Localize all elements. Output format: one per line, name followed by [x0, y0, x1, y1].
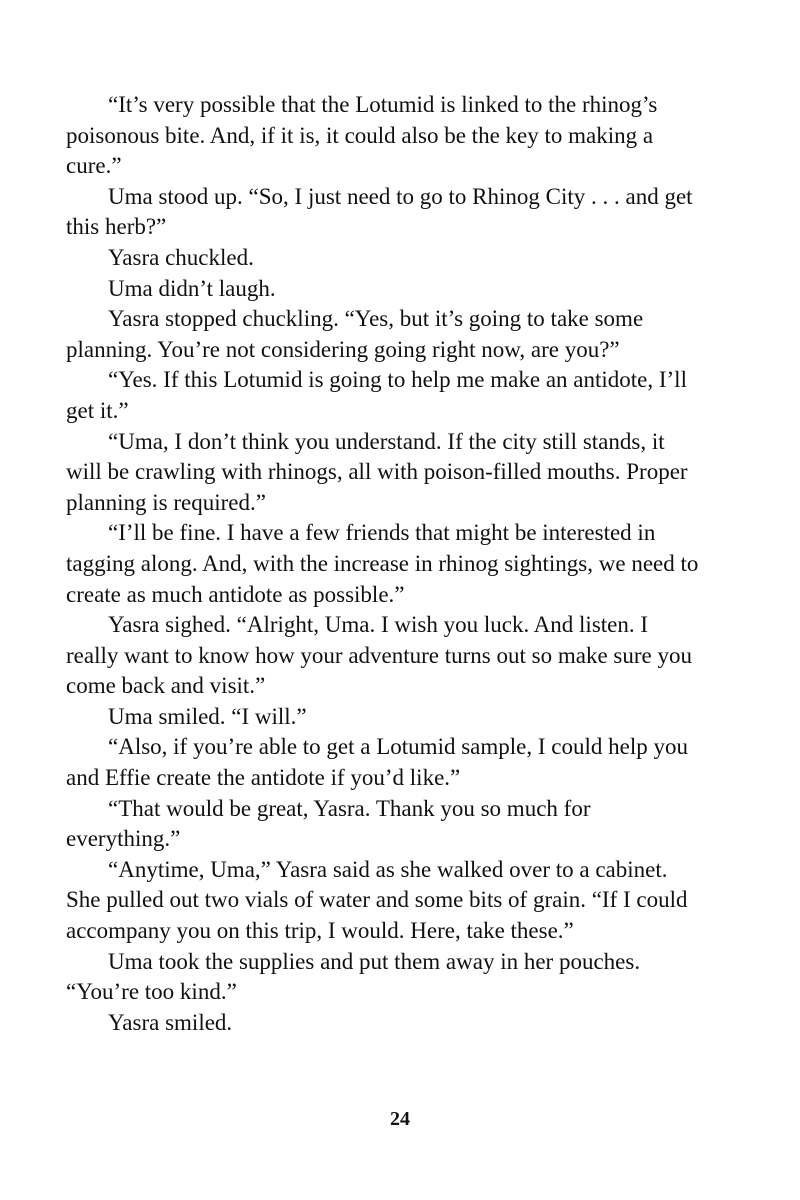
paragraph: Yasra smiled.: [108, 1009, 233, 1035]
paragraph: “That would be great, Yasra. Thank you so much for everything.”: [66, 795, 591, 852]
paragraph: Uma didn’t laugh.: [108, 275, 276, 301]
paragraph: “Yes. If this Lotumid is going to help me make an antidote, I’ll get it.”: [66, 367, 687, 423]
paragraph: “Also, if you’re able to get a Lotumid sample, I could help you and Effie create the antidote if you’d like.”: [66, 734, 688, 791]
paragraph: Yasra stopped chuckling. “Yes, but it’s going to take some planning. You’re not considering going right now, are you?”: [66, 306, 644, 362]
paragraph: “Uma, I don’t think you understand. If the city still stands, it will be crawling with rhinogs, all with poison-filled mouths. Proper planning is required.”: [66, 428, 688, 515]
paragraph: Yasra chuckled.: [108, 244, 254, 270]
page-body: [66, 90, 706, 1038]
paragraph: Yasra sighed. “Alright, Uma. I wish you luck. And listen. I really want to know how your adventure turns out so make sure you come back and visit.”: [66, 612, 692, 699]
paragraph: “It’s very possible that the Lotumid is linked to the rhinog’s poisonous bite. And, if it is, it could also be the key to making a cure.”: [66, 92, 658, 179]
paragraph: “I’ll be fine. I have a few friends that might be interested in tagging along. And, with the increase in rhinog sightings, we need to create as much antidote as possible.”: [66, 520, 699, 607]
page-number: 24: [390, 1108, 410, 1130]
paragraph: Uma stood up. “So, I just need to go to Rhinog City . . . and get this herb?”: [66, 183, 693, 240]
paragraph: Uma took the supplies and put them away in her pouches. “You’re too kind.”: [66, 948, 641, 1005]
paragraph: “Anytime, Uma,” Yasra said as she walked over to a cabinet. She pulled out two vials of water and some bits of grain. “If I could accompany you on this trip, I would. Here, take these.”: [66, 856, 688, 944]
paragraph: Uma smiled. “I will.”: [108, 703, 307, 729]
